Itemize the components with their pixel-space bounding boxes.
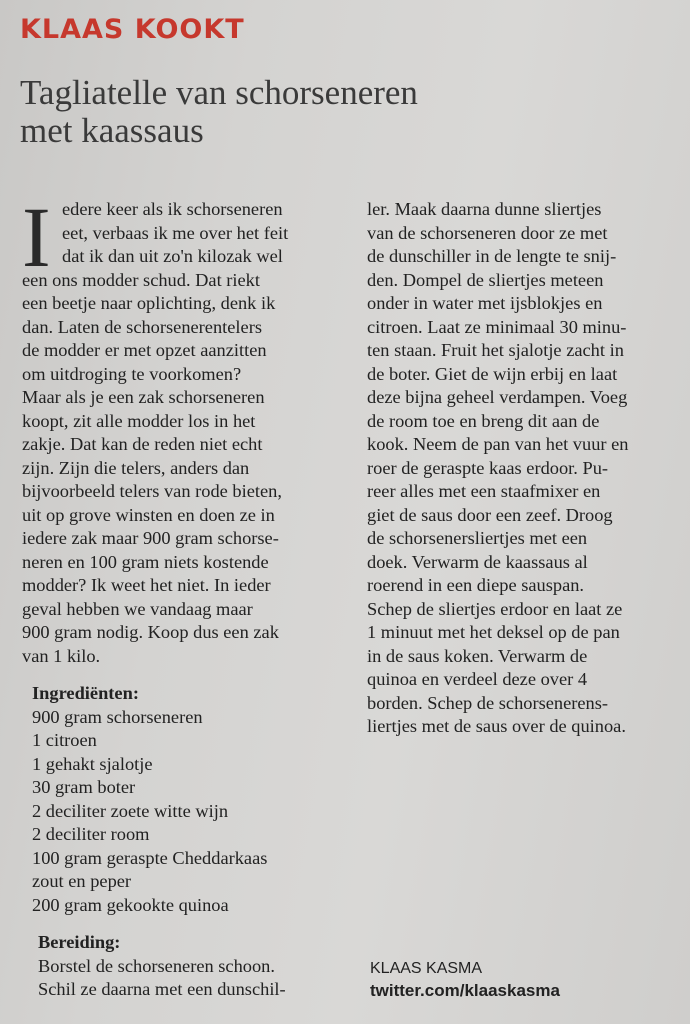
drop-cap: I [22, 189, 51, 285]
intro-line: 900 gram nodig. Koop dus een zak [22, 622, 279, 642]
intro-line: neren en 100 gram niets kostende [22, 551, 269, 572]
preparation-line: de boter. Giet de wijn erbij en laat [367, 363, 618, 384]
intro-line: iedere zak maar 900 gram schorse- [22, 528, 279, 548]
preparation-line: giet de saus door een zeef. Droog [367, 504, 613, 525]
intro-line: de modder er met opzet aanzitten [22, 340, 267, 360]
preparation-line: den. Dompel de sliertjes meteen [367, 269, 604, 290]
preparation-heading: Bereiding: [38, 932, 121, 952]
preparation-line: 1 minuut met het deksel op de pan [367, 622, 620, 642]
preparation-line: Schil ze daarna met een dunschil- [38, 979, 286, 999]
author-name: KLAAS KASMA [370, 960, 483, 977]
ingredient-item: 1 gehakt sjalotje [32, 753, 153, 774]
preparation-line: de room toe en breng dit aan de [367, 410, 600, 431]
preparation-line: onder in water met ijsblokjes en [367, 293, 603, 313]
intro-line: zakje. Dat kan de reden niet echt [22, 434, 263, 454]
preparation-line: liertjes met de saus over de quinoa. [367, 716, 626, 736]
intro-line: bijvoorbeeld telers van rode bieten, [22, 481, 282, 501]
intro-line: uit op grove winsten en doen ze in [22, 504, 275, 525]
intro-line: edere keer als ik schorseneren [62, 199, 283, 219]
intro-line: geval hebben we vandaag maar [22, 598, 253, 619]
preparation-line: ten staan. Fruit het sjalotje zacht in [367, 340, 624, 360]
intro-line: om uitdroging te voorkomen? [22, 363, 242, 384]
intro-line: eet, verbaas ik me over het feit [62, 222, 289, 243]
preparation-line: Borstel de schorseneren schoon. [38, 955, 275, 976]
intro-line: dat ik dan uit zo'n kilozak wel [62, 246, 283, 266]
intro-line: modder? Ik weet het niet. In ieder [22, 575, 271, 595]
ingredient-item: 2 deciliter zoete witte wijn [32, 800, 229, 821]
ingredient-item: zout en peper [32, 871, 132, 891]
preparation-line: quinoa en verdeel deze over 4 [367, 669, 588, 689]
ingredient-item: 200 gram gekookte quinoa [32, 894, 229, 915]
preparation-line: van de schorseneren door ze met [367, 222, 608, 243]
intro-line: koopt, zit alle modder los in het [22, 410, 256, 431]
preparation-line: Schep de sliertjes erdoor en laat ze [367, 598, 623, 619]
preparation-line: reer alles met een staafmixer en [367, 481, 601, 501]
preparation-line: kook. Neem de pan van het vuur en [367, 434, 629, 454]
title-line: met kaassaus [20, 111, 204, 150]
page-title [20, 74, 620, 150]
twitter-handle[interactable]: twitter.com/klaaskasma [370, 981, 560, 1000]
intro-line: een beetje naar oplichting, denk ik [22, 293, 276, 313]
intro-line: zijn. Zijn die telers, anders dan [22, 457, 250, 478]
column-label: KLAAS KOOKT [20, 14, 245, 45]
intro-line: van 1 kilo. [22, 645, 101, 666]
preparation-line: deze bijna geheel verdampen. Voeg [367, 387, 628, 407]
preparation-line: roer de geraspte kaas erdoor. Pu- [367, 457, 609, 478]
ingredients-heading: Ingrediënten: [32, 683, 139, 703]
preparation-line: de dunschiller in de lengte te snij- [367, 246, 617, 266]
byline [370, 958, 560, 1002]
intro-paragraph [22, 189, 342, 668]
preparation-line: citroen. Laat ze minimaal 30 minu- [367, 316, 627, 337]
ingredient-item: 900 gram schorseneren [32, 706, 203, 727]
preparation-line: de schorsenersliertjes met een [367, 528, 588, 548]
intro-line: dan. Laten de schorsenerentelers [22, 316, 262, 337]
preparation-section [38, 931, 342, 1002]
intro-line: Maar als je een zak schorseneren [22, 387, 265, 407]
title-line: Tagliatelle van schorseneren [20, 73, 418, 112]
preparation-line: borden. Schep de schorsenerens- [367, 692, 609, 713]
right-column [367, 198, 679, 739]
preparation-line: roerend in een diepe sauspan. [367, 575, 585, 595]
preparation-line: ler. Maak daarna dunne sliertjes [367, 199, 602, 219]
ingredient-item: 30 gram boter [32, 777, 136, 797]
ingredient-item: 2 deciliter room [32, 824, 150, 844]
intro-line: een ons modder schud. Dat riekt [22, 269, 260, 290]
left-column [22, 189, 342, 1002]
preparation-line: in de saus koken. Verwarm de [367, 645, 588, 666]
ingredients-section [32, 682, 342, 917]
ingredient-item: 100 gram geraspte Cheddarkaas [32, 847, 268, 868]
preparation-line: doek. Verwarm de kaassaus al [367, 551, 588, 572]
ingredient-item: 1 citroen [32, 730, 97, 750]
